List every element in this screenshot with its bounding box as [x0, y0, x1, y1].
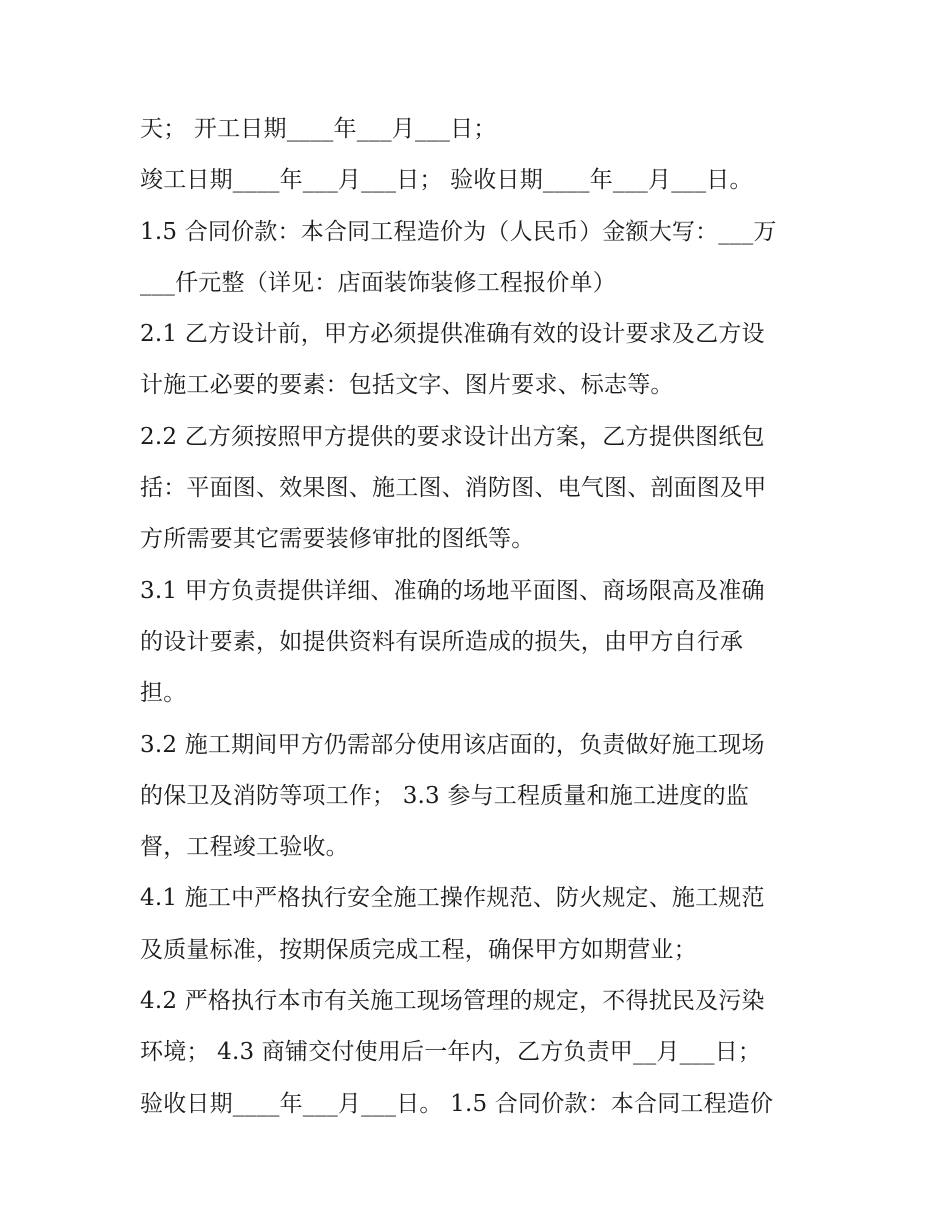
contract-body-text: [140, 104, 820, 1130]
text-line: 方所需要其它需要装修审批的图纸等。: [140, 526, 535, 553]
text-line: 1.5 合同价款：本合同工程造价为（人民币）金额大写：___万: [140, 218, 777, 245]
text-line: 天； 开工日期____年___月___日；: [140, 116, 497, 142]
text-line: 括：平面图、效果图、施工图、消防图、电气图、剖面图及甲: [140, 475, 767, 502]
text-line: 2.1 乙方设计前，甲方必须提供准确有效的设计要求及乙方设: [140, 321, 765, 348]
text-line: 竣工日期____年___月___日； 验收日期____年___月___日。: [140, 167, 753, 194]
text-line: 担。: [140, 680, 187, 707]
text-line: 及质量标准，按期保质完成工程，确保甲方如期营业；: [140, 936, 697, 963]
text-line: 的设计要素，如提供资料有误所造成的损失，由甲方自行承: [140, 628, 744, 655]
text-line: 的保卫及消防等项工作； 3.3 参与工程质量和施工进度的监: [140, 782, 749, 809]
text-line: 4.1 施工中严格执行安全施工操作规范、防火规定、施工规范: [140, 885, 765, 912]
text-line: 环境； 4.3 商铺交付使用后一年内，乙方负责甲__月___日；: [140, 1039, 762, 1066]
text-line: 3.2 施工期间甲方仍需部分使用该店面的，负责做好施工现场: [140, 731, 765, 758]
text-line: ___仟元整（详见：店面装饰装修工程报价单）: [140, 269, 616, 296]
text-line: 督，工程竣工验收。: [140, 834, 349, 861]
text-line: 3.1 甲方负责提供详细、准确的场地平面图、商场限高及准确: [140, 577, 765, 604]
text-line: 4.2 严格执行本市有关施工现场管理的规定，不得扰民及污染: [140, 988, 765, 1015]
text-line: 计施工必要的要素：包括文字、图片要求、标志等。: [140, 372, 674, 399]
text-line: 验收日期____年___月___日。 1.5 合同价款：本合同工程造价: [140, 1090, 774, 1117]
text-line: 2.2 乙方须按照甲方提供的要求设计出方案，乙方提供图纸包: [140, 423, 765, 450]
